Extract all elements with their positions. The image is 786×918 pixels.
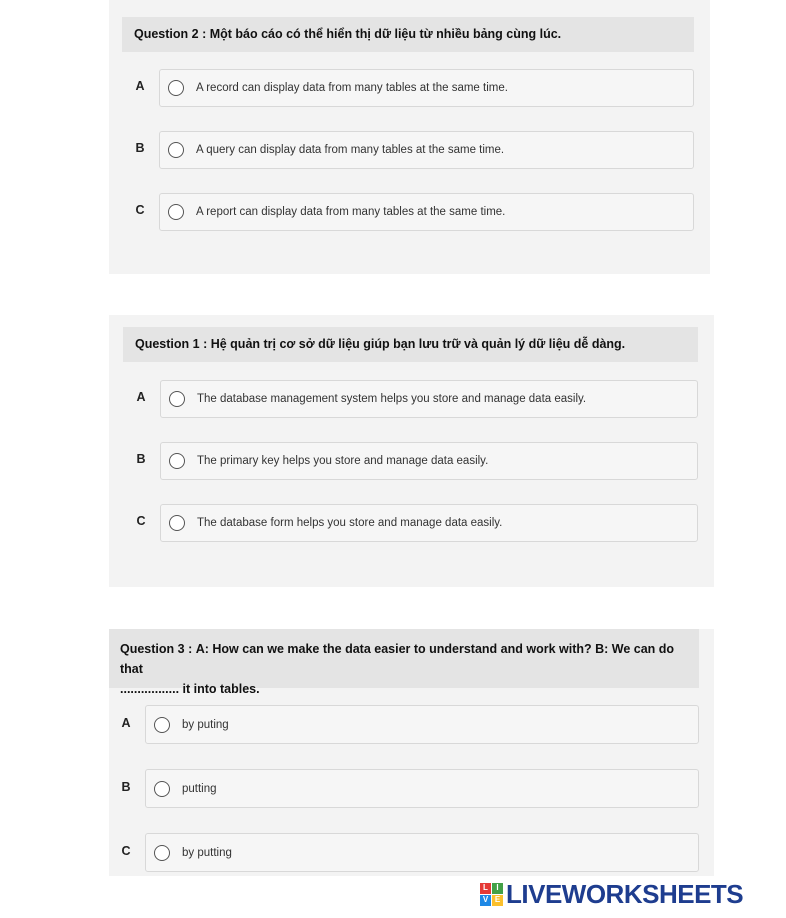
option-letter-b: B — [136, 452, 146, 466]
question-card-3 — [109, 629, 714, 876]
option-text: putting — [182, 782, 217, 795]
option-text: The database management system helps you store and manage data easily. — [197, 393, 587, 405]
question-number: Question 3 : — [120, 642, 193, 656]
option-c[interactable] — [160, 504, 698, 542]
logo-text: LIVEWORKSHEETS — [506, 878, 744, 909]
option-letter-b: B — [135, 141, 145, 155]
option-letter-b: B — [121, 780, 131, 794]
radio-icon[interactable] — [169, 515, 185, 531]
question-text-line-1: A: How can we make the data easier to understand and work with? B: We can do that — [120, 642, 675, 676]
radio-icon[interactable] — [169, 391, 185, 407]
option-b[interactable] — [160, 442, 698, 480]
radio-icon[interactable] — [168, 204, 184, 220]
option-text: A report can display data from many tables at the same time. — [196, 206, 506, 218]
option-a[interactable] — [160, 380, 698, 418]
question-card-2 — [109, 0, 710, 274]
option-c[interactable] — [159, 193, 694, 231]
option-text: A record can display data from many tables at the same time. — [196, 82, 508, 94]
option-letter-c: C — [121, 844, 131, 858]
question-number: Question 1 : — [135, 337, 208, 351]
question-text: Hệ quản trị cơ sở dữ liệu giúp bạn lưu trữ và quản lý dữ liệu dễ dàng. — [210, 337, 626, 351]
option-text: The database form helps you store and manage data easily. — [197, 517, 503, 529]
option-letter-a: A — [135, 79, 145, 93]
question-header — [123, 327, 698, 362]
option-text: by puting — [182, 718, 229, 731]
option-b[interactable] — [145, 769, 699, 808]
option-text: The primary key helps you store and manage data easily. — [197, 455, 489, 467]
option-letter-c: C — [135, 203, 145, 217]
question-header — [109, 629, 699, 696]
option-letter-a: A — [136, 390, 146, 404]
logo-cell-e: E — [492, 895, 503, 906]
question-header — [122, 17, 694, 52]
radio-icon[interactable] — [154, 781, 170, 797]
option-c[interactable] — [145, 833, 699, 872]
question-text: Một báo cáo có thể hiển thị dữ liệu từ nhiều bảng cùng lúc. — [209, 27, 562, 41]
logo-cell-v: V — [480, 895, 491, 906]
option-text: A query can display data from many tables at the same time. — [196, 144, 505, 156]
option-a[interactable] — [159, 69, 694, 107]
radio-icon[interactable] — [168, 80, 184, 96]
liveworksheets-logo — [480, 880, 743, 908]
option-b[interactable] — [159, 131, 694, 169]
radio-icon[interactable] — [168, 142, 184, 158]
logo-cell-i: I — [492, 883, 503, 894]
question-number: Question 2 : — [134, 27, 207, 41]
radio-icon[interactable] — [154, 717, 170, 733]
option-letter-a: A — [121, 716, 131, 730]
logo-grid-icon — [480, 883, 503, 906]
option-text: by putting — [182, 846, 232, 859]
option-letter-c: C — [136, 514, 146, 528]
question-text-line-2: ................. it into tables. — [120, 682, 260, 696]
radio-icon[interactable] — [154, 845, 170, 861]
option-a[interactable] — [145, 705, 699, 744]
question-card-1 — [109, 315, 714, 587]
logo-cell-l: L — [480, 883, 491, 894]
radio-icon[interactable] — [169, 453, 185, 469]
